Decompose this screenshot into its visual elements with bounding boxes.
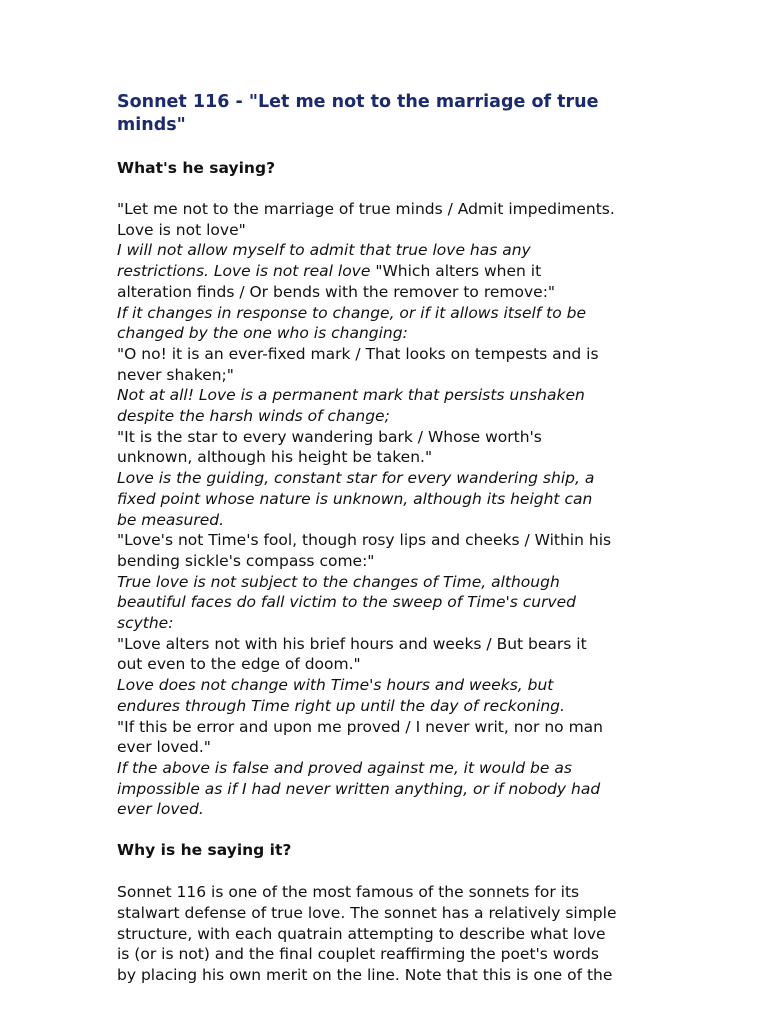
paraphrase-text: despite the harsh winds of change;: [117, 407, 390, 426]
paraphrase-text: If the above is false and proved against me, it would be as: [117, 758, 572, 777]
body-line: [117, 758, 657, 779]
paraphrase-text: ever loved.: [117, 800, 204, 819]
body-line: [117, 220, 657, 241]
paraphrase-text: be measured.: [117, 510, 225, 529]
paraphrase-text: I will not allow myself to admit that true love has any: [117, 241, 531, 260]
paragraph-line: Sonnet 116 is one of the most famous of the sonnets for its: [117, 883, 580, 902]
sonnet-quote-text: "If this be error and upon me proved / I never writ, nor no man: [117, 717, 603, 736]
section-heading-what: What's he saying?: [117, 159, 276, 177]
paraphrase-text: beautiful faces do fall victim to the sweep of Time's curved: [117, 593, 577, 612]
sonnet-quote-text: alteration finds / Or bends with the remover to remove:": [117, 282, 556, 301]
sonnet-quote-text: unknown, although his height be taken.": [117, 448, 433, 467]
body-line: [117, 385, 657, 406]
paraphrase-text: Not at all! Love is a permanent mark that persists unshaken: [117, 386, 585, 405]
body-line: [117, 282, 657, 303]
document-title: [117, 91, 657, 137]
paragraph-line: by placing his own merit on the line. Note that this is one of the: [117, 965, 613, 984]
body-line: [117, 737, 657, 758]
body-line: [117, 510, 657, 531]
sonnet-quote-text: "Which alters when it: [370, 262, 542, 281]
body-line: [117, 489, 657, 510]
commentary-paragraph: [117, 882, 657, 986]
body-line: [117, 261, 657, 282]
sonnet-quote-text: out even to the edge of doom.": [117, 655, 361, 674]
body-line: [117, 303, 657, 324]
sonnet-quote-text: "O no! it is an ever-fixed mark / That looks on tempests and is: [117, 344, 599, 363]
paraphrase-text: Love does not change with Time's hours and weeks, but: [117, 676, 554, 695]
body-line: [117, 427, 657, 448]
body-line: [117, 654, 657, 675]
paraphrase-text: fixed point whose nature is unknown, although its height can: [117, 489, 593, 508]
sonnet-quote-text: "Love's not Time's fool, though rosy lips and cheeks / Within his: [117, 531, 612, 550]
body-line: [117, 592, 657, 613]
body-line: [117, 572, 657, 593]
sonnet-quote-text: ever loved.": [117, 738, 211, 757]
body-line: [117, 779, 657, 800]
sonnet-quote-text: Love is not love": [117, 220, 246, 239]
body-line: [117, 799, 657, 820]
body-line: [117, 613, 657, 634]
body-line: [117, 199, 657, 220]
paragraph-line: is (or is not) and the final couplet reaffirming the poet's words: [117, 945, 599, 964]
body-line: [117, 323, 657, 344]
document-content: [117, 91, 657, 986]
paraphrase-text: changed by the one who is changing:: [117, 324, 408, 343]
section-heading-why: Why is he saying it?: [117, 841, 292, 860]
body-line: [117, 240, 657, 261]
body-line: [117, 551, 657, 572]
body-line: [117, 344, 657, 365]
paragraph-line: stalwart defense of true love. The sonnet has a relatively simple: [117, 903, 617, 922]
body-line: [117, 675, 657, 696]
sonnet-with-paraphrase: [117, 199, 657, 820]
sonnet-quote-text: "It is the star to every wandering bark / Whose worth's: [117, 427, 542, 446]
title-line: minds": [117, 115, 186, 135]
sonnet-quote-text: "Let me not to the marriage of true minds / Admit impediments.: [117, 200, 615, 218]
body-line: [117, 696, 657, 717]
paraphrase-text: If it changes in response to change, or if it allows itself to be: [117, 303, 587, 322]
body-line: [117, 530, 657, 551]
title-line: Sonnet 116 - "Let me not to the marriage of true: [117, 92, 599, 112]
body-line: [117, 634, 657, 655]
body-line: [117, 717, 657, 738]
sonnet-quote-text: bending sickle's compass come:": [117, 551, 375, 570]
body-line: [117, 406, 657, 427]
sonnet-quote-text: never shaken;": [117, 365, 234, 384]
paraphrase-text: True love is not subject to the changes of Time, although: [117, 572, 560, 591]
body-line: [117, 365, 657, 386]
body-line: [117, 447, 657, 468]
paraphrase-text: scythe:: [117, 614, 174, 633]
paraphrase-text: restrictions. Love is not real love: [117, 262, 371, 281]
sonnet-quote-text: "Love alters not with his brief hours and weeks / But bears it: [117, 634, 587, 653]
paraphrase-text: endures through Time right up until the day of reckoning.: [117, 696, 565, 715]
paraphrase-text: Love is the guiding, constant star for every wandering ship, a: [117, 469, 595, 488]
paraphrase-text: impossible as if I had never written anything, or if nobody had: [117, 779, 601, 798]
body-line: [117, 468, 657, 489]
paragraph-line: structure, with each quatrain attempting to describe what love: [117, 924, 606, 943]
